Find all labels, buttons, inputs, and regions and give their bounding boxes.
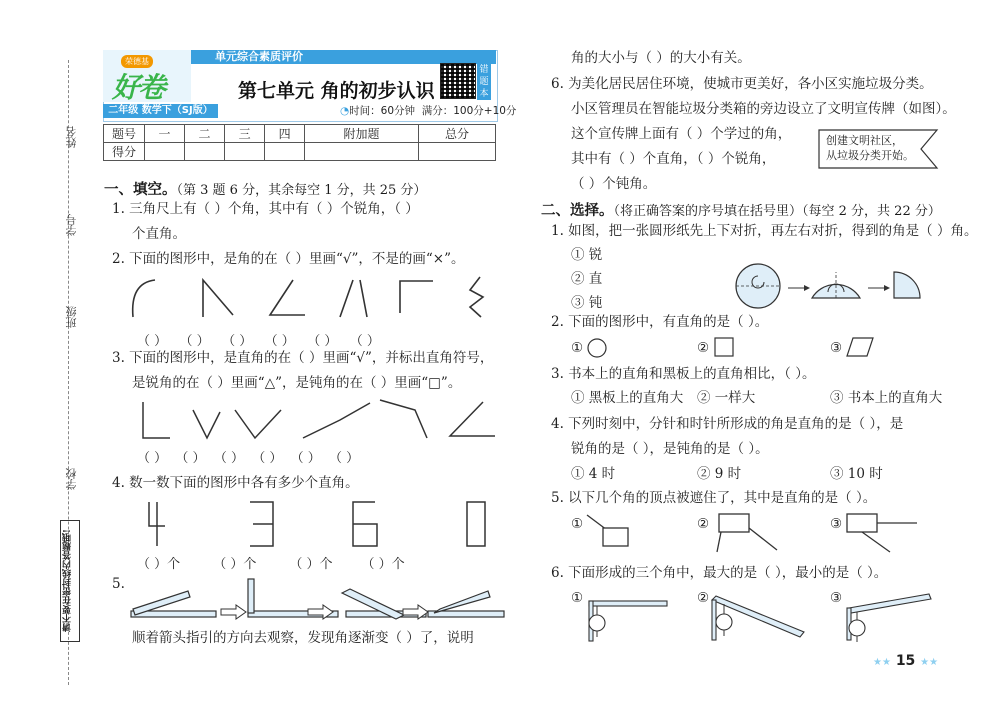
- time-score: ◔时间：60分钟 满分：100分+10分: [340, 105, 517, 117]
- s2-q3-text: 3. 书本上的直角和黑板上的直角相比，（ ）。: [551, 366, 816, 382]
- score-header: 三: [225, 125, 265, 143]
- folding-circle-figure: [728, 262, 933, 310]
- section1-heading: 一、填空。（第 3 题 6 分，其余每空 1 分，共 25 分）: [104, 181, 427, 198]
- q3-figure-obtuse-2: [380, 400, 427, 438]
- score-cell[interactable]: [145, 143, 185, 161]
- page-number: ★★ 15 ★★: [873, 653, 939, 669]
- s2-q2-option3[interactable]: ③: [830, 340, 843, 356]
- q6-line5: （ ）个钝角。: [571, 176, 657, 192]
- brand-publisher: 荣德基: [121, 55, 153, 68]
- q4-text: 4. 数一数下面的图形中各有多少个直角。: [112, 475, 359, 491]
- q4-figure-3: [250, 502, 273, 546]
- q2-text: 2. 下面的图形中，是角的在（ ）里画“√”，不是的画“×”。: [112, 251, 465, 267]
- score-header: 附加题: [305, 125, 419, 143]
- q3-figure-acute: [193, 410, 220, 438]
- s2-q5-text: 5. 以下几个角的顶点被遮住了，其中是直角的是（ ）。: [551, 490, 877, 506]
- civic-sign-text: 创建文明社区， 从垃圾分类开始。: [826, 134, 914, 162]
- q3-line1: 3. 下面的图形中，是直角的在（ ）里画“√”，并标出直角符号，: [112, 350, 494, 366]
- q4-answer-blanks: （ ）个 （ ）个 （ ）个 （ ）个: [137, 557, 405, 572]
- brand-logo: 好卷: [112, 71, 165, 104]
- q2-figure-angle-2: [270, 280, 305, 315]
- parallelogram-shape: [845, 336, 875, 358]
- score-cell[interactable]: [419, 143, 496, 161]
- q6-line1: 6. 为美化居民居住环境，使城市更美好，各小区实施垃圾分类。: [551, 76, 933, 92]
- score-header: 题号: [104, 125, 145, 143]
- q5-text: 顺着箭头指引的方向去观察，发现角逐渐变（ ）了，说明: [132, 630, 474, 646]
- q4-figure-6: [353, 502, 377, 546]
- s2-q5-option2[interactable]: ②: [697, 516, 710, 532]
- s2-q3-option3[interactable]: ③ 书本上的直角大: [830, 390, 943, 406]
- s2-q3-option1[interactable]: ① 黑板上的直角大: [571, 390, 684, 406]
- s2-q2-option1[interactable]: ①: [571, 340, 584, 356]
- q2-figure-curve: [133, 280, 155, 317]
- q4-figure-0: [467, 502, 485, 546]
- score-cell[interactable]: [225, 143, 265, 161]
- s2-q1-text: 1. 如图，把一张圆形纸先上下对折，再左右对折，得到的角是（ ）角。: [551, 223, 978, 239]
- s2-q1-option1[interactable]: ① 锐: [571, 247, 603, 263]
- q3-figures: [135, 398, 505, 443]
- score-cell[interactable]: [305, 143, 419, 161]
- score-row-label: 得分: [104, 143, 145, 161]
- score-header: 总分: [419, 125, 496, 143]
- q3-figure-right-2: [235, 410, 281, 438]
- s2-q5-option1[interactable]: ①: [571, 516, 584, 532]
- s2-q2-option2[interactable]: ②: [697, 340, 710, 356]
- s2-q6-text: 6. 下面形成的三个角中，最大的是（ ），最小的是（ ）。: [551, 565, 888, 581]
- q2-figures: [125, 275, 505, 325]
- score-header: 一: [145, 125, 185, 143]
- s2-q3-option2[interactable]: ② 一样大: [697, 390, 756, 406]
- s2-q4-line2: 锐角的是（ ），是钝角的是（ ）。: [571, 441, 769, 457]
- hidden-vertex-angle-1: [585, 510, 635, 550]
- star-icon: ★★: [920, 657, 939, 668]
- s2-q6-option3[interactable]: ③: [830, 590, 843, 606]
- q5-figures: [128, 575, 508, 620]
- star-icon: ★★: [873, 657, 891, 668]
- q6-line4: 其中有（ ）个直角，（ ）个锐角，: [571, 151, 776, 167]
- s2-q6-option1[interactable]: ①: [571, 590, 584, 606]
- s2-q4-option3[interactable]: ③ 10 时: [830, 466, 883, 482]
- seal-notice: 请不要在密封线内答题哦!: [60, 520, 80, 642]
- lantern-angle-3: [843, 590, 933, 645]
- circle-shape: [586, 337, 608, 359]
- score-cell[interactable]: [185, 143, 225, 161]
- s2-q1-option3[interactable]: ③ 钝: [571, 295, 603, 311]
- q6-line3: 这个宣传牌上面有（ ）个学过的角，: [571, 126, 792, 142]
- error-book-tag: 错题本: [477, 64, 491, 100]
- hidden-vertex-angle-3: [845, 510, 920, 555]
- q4-figures: [135, 498, 495, 548]
- q3-figure-acute-2: [450, 402, 495, 436]
- q1-line1: 1. 三角尺上有（ ）个角，其中有（ ）个锐角，（ ）: [112, 201, 419, 217]
- clock-icon: ◔: [340, 105, 350, 117]
- s2-q4-option1[interactable]: ① 4 时: [571, 466, 616, 482]
- q3-line2: 是锐角的在（ ）里画“△”，是钝角的在（ ）里画“□”。: [132, 375, 462, 391]
- grade-label: 二年级 数学下（SJ版）: [103, 104, 218, 118]
- section2-heading: 二、选择。（将正确答案的序号填在括号里）（每空 2 分，共 22 分）: [541, 202, 941, 219]
- q3-figure-obtuse: [303, 403, 370, 438]
- page-title: 第七单元 角的初步认识: [238, 80, 435, 102]
- series-title: 单元综合素质评价: [215, 50, 303, 63]
- score-header: 二: [185, 125, 225, 143]
- q2-figure-angle: [203, 280, 233, 317]
- q6-line2: 小区管理员在智能垃圾分类箱的旁边设立了文明宣传牌（如图）。: [571, 101, 956, 117]
- q2-figure-zigzag: [470, 277, 483, 317]
- q3-answer-blanks: （ ） （ ） （ ） （ ） （ ） （ ）: [137, 451, 360, 466]
- square-shape: [713, 336, 735, 358]
- q2-answer-blanks: （ ） （ ） （ ） （ ） （ ） （ ）: [137, 334, 380, 349]
- q2-figure-right: [400, 281, 433, 313]
- qr-code-icon: [440, 63, 476, 99]
- s2-q4-line1: 4. 下列时刻中，分针和时针所形成的角是直角的是（ ），是: [551, 416, 904, 432]
- score-table: [103, 124, 496, 161]
- hidden-vertex-angle-2: [713, 510, 783, 555]
- score-cell[interactable]: [265, 143, 305, 161]
- s2-q6-option2[interactable]: ②: [697, 590, 710, 606]
- lantern-angle-2: [708, 592, 808, 647]
- lantern-angle-1: [583, 595, 673, 645]
- q5-continued: 角的大小与（ ）的大小有关。: [571, 50, 751, 66]
- s2-q4-option2[interactable]: ② 9 时: [697, 466, 742, 482]
- q3-figure-right: [143, 402, 170, 438]
- score-header: 四: [265, 125, 305, 143]
- name-label: 姓名: [65, 126, 78, 148]
- s2-q2-text: 2. 下面的图形中，有直角的是（ ）。: [551, 314, 769, 330]
- id-label: 学号: [65, 214, 78, 236]
- s2-q1-option2[interactable]: ② 直: [571, 271, 603, 287]
- class-label: 班级: [65, 306, 78, 328]
- s2-q5-option3[interactable]: ③: [830, 516, 843, 532]
- q4-figure-4: [149, 502, 165, 546]
- school-label: 学校: [65, 468, 78, 490]
- q2-figure-open: [340, 280, 367, 317]
- q1-line2: 个直角。: [132, 226, 186, 242]
- q5-number: 5.: [112, 576, 125, 592]
